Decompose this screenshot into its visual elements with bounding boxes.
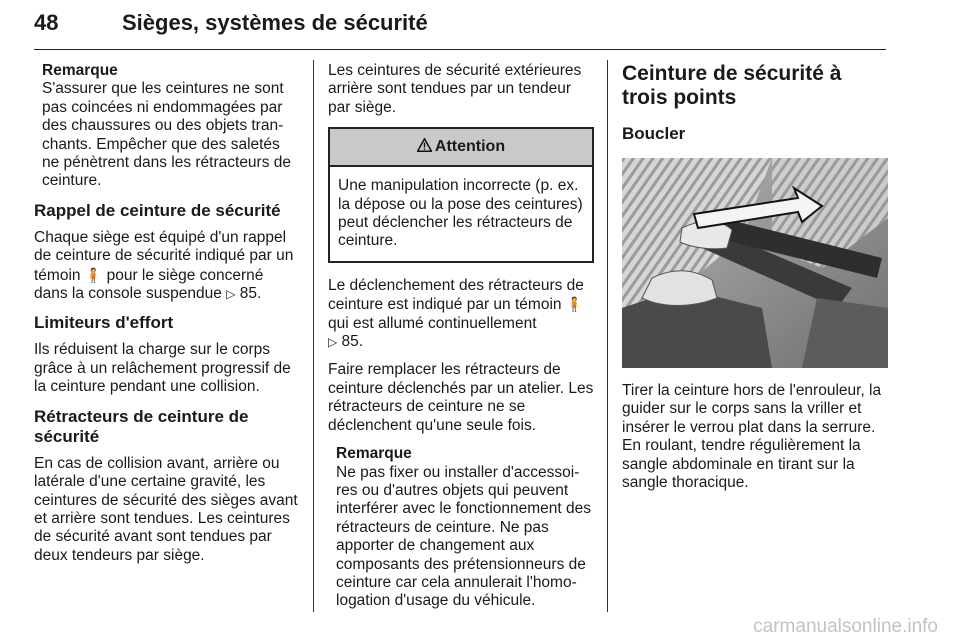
column-divider [313, 60, 314, 612]
column-2 [328, 62, 594, 621]
reference-arrow-icon: ▷ [328, 335, 338, 350]
column-1 [34, 62, 300, 575]
page-reference[interactable]: 85. [239, 285, 262, 303]
watermark: carmanualsonline.info [753, 616, 938, 637]
note-title: Remarque [42, 62, 118, 79]
seatbelt-photo [622, 158, 888, 368]
paragraph-replace: Faire remplacer les rétracteurs de ceinture déclenchés par un atelier. Les rétracteurs de ceinture ne se déclenchent qu'une seule fois. [328, 361, 594, 434]
section-heading-three-point: Ceinture de sécurité à trois points [622, 62, 842, 109]
column-divider [607, 60, 608, 612]
paragraph-rear-belts: Les ceintures de sécurité extérieures arrière sont tendues par un tendeur par siège. [328, 62, 582, 116]
column-3 [622, 62, 888, 502]
warning-triangle-icon [417, 138, 432, 157]
pretensioner-icon: 🧍 [565, 296, 584, 313]
paragraph-text: pour le siège concerné dans la console suspendue [34, 266, 264, 303]
paragraph-text: Le déclenchement des rétracteurs de ceinture est indiqué par un témoin [328, 276, 584, 314]
paragraph-text: qui est allumé continuellement [328, 314, 537, 332]
note-box [328, 445, 594, 611]
attention-title: Attention [434, 138, 506, 156]
subheading-fasten: Boucler [622, 124, 686, 143]
seatbelt-reminder-icon: 🧍 [84, 266, 103, 283]
paragraph-limiters: Ils réduisent la charge sur le corps grâce à un relâchement progressif de la ceinture pendant une collision. [34, 341, 291, 396]
attention-header [330, 129, 592, 167]
reference-arrow-icon: ▷ [226, 287, 236, 302]
note-text: S'assurer que les ceintures ne sont pas coincées ni endommagées par des chaussures ou des objets tran-chants. Empêcher que des saletés ne pénètrent dans les rétracteurs de ceinture. [42, 80, 292, 190]
page-title: Sièges, systèmes de sécurité [122, 10, 428, 35]
note-title: Remarque [336, 445, 412, 463]
page-reference[interactable]: 85. [341, 333, 364, 351]
note-text: Ne pas fixer ou installer d'accessoi-res ou d'autres objets qui peuvent interférer avec le fonctionnement des rétracteurs de ceinture. Ne pas apporter de changement aux composants des prétensionneurs de ceinture car cela annulerait l'homo-logation d'usage du véhicule. [336, 463, 592, 610]
paragraph-reminder [34, 229, 300, 304]
page-number: 48 [34, 10, 59, 35]
paragraph-fasten: Tirer la ceinture hors de l'enrouleur, la guider sur le corps sans la vriller et insérer le verrou plat dans la serrure. En roulant, tendre régulièrement la sangle abdominale en tirant sur la sangle thoracique. [622, 382, 882, 492]
page-header [34, 4, 886, 50]
paragraph-trigger [328, 277, 594, 352]
section-heading-pretensioners: Rétracteurs de ceinture de sécurité [34, 406, 249, 446]
section-heading-limiters: Limiteurs d'effort [34, 313, 174, 333]
attention-text: Une manipulation incorrecte (p. ex. la dépose ou la pose des ceintures) peut déclencher les rétracteurs de ceinture. [338, 177, 583, 250]
paragraph-text: Chaque siège est équipé d'un rappel de ceinture de sécurité indiqué par un témoin [34, 228, 294, 284]
paragraph-pretensioners: En cas de collision avant, arrière ou latérale d'une certaine gravité, les ceintures de sécurité des sièges avant et arrière sont tendues. Les ceintures de sécurité avant sont tendues par deux tendeurs par siège. [34, 454, 298, 564]
section-heading-reminder: Rappel de ceinture de sécurité [34, 200, 281, 220]
attention-box [328, 127, 594, 263]
note-box [34, 62, 300, 191]
